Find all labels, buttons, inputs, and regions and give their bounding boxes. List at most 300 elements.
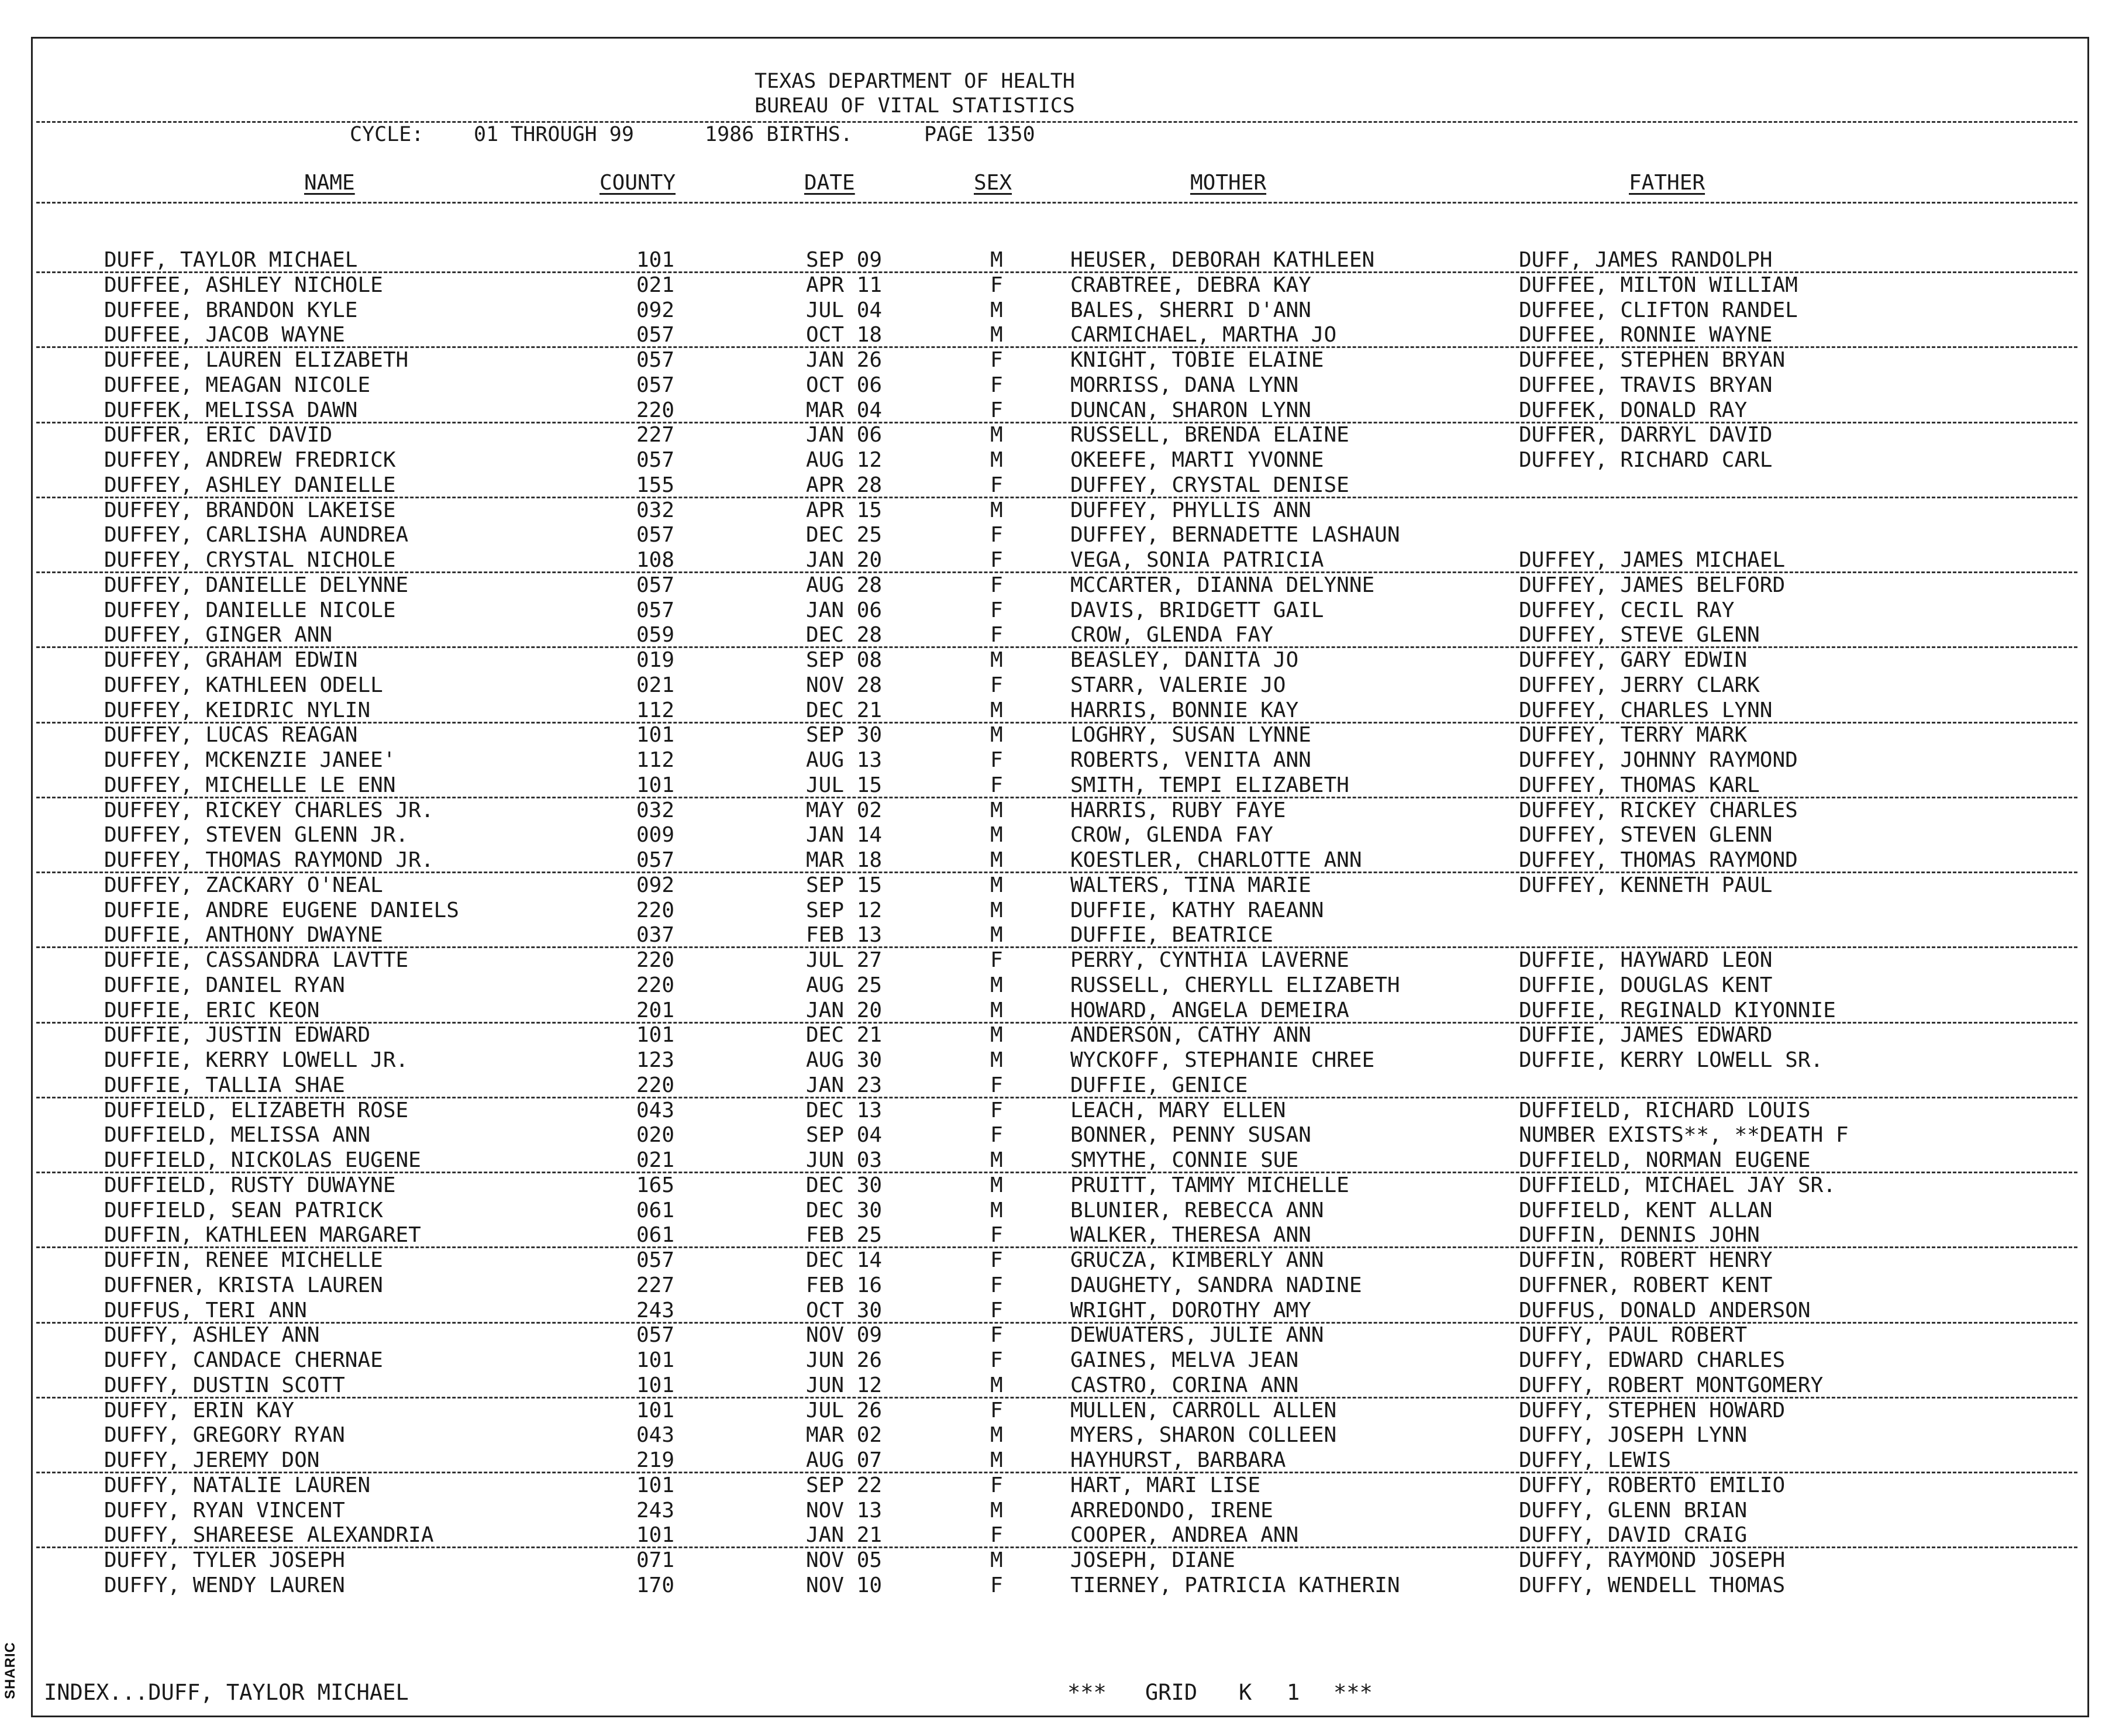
record-date: APR 11 (806, 273, 883, 297)
record-father: DUFFEY, STEVE GLENN (1519, 623, 1760, 647)
record-father: DUFFEY, THOMAS RAYMOND (1519, 848, 1798, 872)
record-father: DUFFEY, JAMES BELFORD (1519, 573, 1786, 597)
record-county: 101 (636, 723, 675, 748)
record-father: DUFFEK, DONALD RAY (1519, 398, 1748, 422)
record-date: JUN 12 (806, 1373, 883, 1397)
record-date: JUL 26 (806, 1398, 883, 1422)
record-mother: HEUSER, DEBORAH KATHLEEN (1070, 248, 1375, 272)
record-mother: COOPER, ANDREA ANN (1070, 1523, 1299, 1548)
record-mother: SMITH, TEMPI ELIZABETH (1070, 773, 1349, 797)
record-sex: F (990, 573, 1003, 597)
record-father: DUFFY, EDWARD CHARLES (1519, 1348, 1786, 1372)
record-name: DUFFEY, THOMAS RAYMOND JR. (104, 848, 434, 872)
record-date: JUN 03 (806, 1148, 883, 1172)
header-line-2: BUREAU OF VITAL STATISTICS (754, 94, 1075, 118)
record-date: DEC 25 (806, 523, 883, 547)
record-sex: F (990, 1123, 1003, 1148)
record-county: 112 (636, 698, 675, 722)
record-father: DUFFY, RAYMOND JOSEPH (1519, 1548, 1786, 1572)
record-date: AUG 28 (806, 573, 883, 597)
record-sex: M (990, 448, 1003, 472)
record-mother: ANDERSON, CATHY ANN (1070, 1023, 1311, 1048)
record-date: JAN 23 (806, 1073, 883, 1097)
record-mother: KNIGHT, TOBIE ELAINE (1070, 348, 1324, 372)
record-county: 220 (636, 898, 675, 922)
record-father: DUFFY, WENDELL THOMAS (1519, 1573, 1786, 1597)
column-header-divider (36, 202, 2077, 204)
record-father: DUFFY, STEPHEN HOWARD (1519, 1398, 1786, 1422)
record-sex: M (990, 1448, 1003, 1472)
record-county: 220 (636, 1073, 675, 1097)
record-date: DEC 21 (806, 698, 883, 722)
record-sex: M (990, 823, 1003, 848)
record-county: 043 (636, 1098, 675, 1122)
record-mother: HART, MARI LISE (1070, 1473, 1261, 1497)
record-father: DUFFEY, CHARLES LYNN (1519, 698, 1773, 722)
record-father: DUFFY, PAUL ROBERT (1519, 1323, 1748, 1348)
record-mother: DUFFIE, KATHY RAEANN (1070, 898, 1324, 922)
record-date: SEP 30 (806, 723, 883, 748)
record-father: DUFFEY, JAMES MICHAEL (1519, 548, 1786, 572)
record-mother: HARRIS, RUBY FAYE (1070, 798, 1286, 822)
record-sex: F (990, 748, 1003, 772)
record-sex: M (990, 1498, 1003, 1523)
record-date: JAN 14 (806, 823, 883, 848)
record-father: DUFFY, GLENN BRIAN (1519, 1498, 1748, 1523)
record-father: DUFFEY, RICHARD CARL (1519, 448, 1773, 472)
record-father: DUFFEY, STEVEN GLENN (1519, 823, 1773, 848)
record-sex: F (990, 548, 1003, 572)
record-sex: M (990, 1148, 1003, 1172)
record-mother: MORRISS, DANA LYNN (1070, 373, 1299, 397)
record-date: JAN 20 (806, 548, 883, 572)
record-mother: DAVIS, BRIDGETT GAIL (1070, 598, 1324, 622)
record-mother: CROW, GLENDA FAY (1070, 623, 1273, 647)
record-name: DUFFEY, KATHLEEN ODELL (104, 673, 383, 697)
record-date: NOV 10 (806, 1573, 883, 1597)
record-sex: F (990, 598, 1003, 622)
header-line-1: TEXAS DEPARTMENT OF HEALTH (754, 70, 1075, 93)
record-name: DUFFEY, ASHLEY DANIELLE (104, 473, 396, 497)
record-sex: F (990, 1098, 1003, 1122)
record-county: 057 (636, 1323, 675, 1348)
record-mother: WALTERS, TINA MARIE (1070, 873, 1311, 897)
column-header-county: COUNTY (599, 171, 676, 195)
record-county: 123 (636, 1048, 675, 1072)
record-county: 155 (636, 473, 675, 497)
column-header-mother: MOTHER (1190, 171, 1267, 195)
record-name: DUFFIELD, NICKOLAS EUGENE (104, 1148, 421, 1172)
record-date: AUG 13 (806, 748, 883, 772)
record-county: 032 (636, 798, 675, 822)
record-sex: M (990, 1548, 1003, 1572)
record-mother: CROW, GLENDA FAY (1070, 823, 1273, 848)
record-mother: BEASLEY, DANITA JO (1070, 648, 1299, 672)
record-date: FEB 16 (806, 1273, 883, 1297)
record-sex: F (990, 673, 1003, 697)
record-date: MAR 02 (806, 1423, 883, 1448)
record-mother: JOSEPH, DIANE (1070, 1548, 1235, 1572)
record-county: 020 (636, 1123, 675, 1148)
record-county: 032 (636, 498, 675, 522)
record-date: NOV 13 (806, 1498, 883, 1523)
record-date: DEC 13 (806, 1098, 883, 1122)
record-sex: F (990, 773, 1003, 797)
record-father: DUFFEY, THOMAS KARL (1519, 773, 1760, 797)
record-sex: M (990, 298, 1003, 322)
record-sex: M (990, 973, 1003, 997)
record-sex: F (990, 1398, 1003, 1422)
record-father: DUFFIELD, KENT ALLAN (1519, 1198, 1773, 1222)
record-name: DUFFEY, CRYSTAL NICHOLE (104, 548, 396, 572)
record-sex: F (990, 1573, 1003, 1597)
record-father: DUFFEE, CLIFTON RANDEL (1519, 298, 1798, 322)
record-name: DUFFIE, JUSTIN EDWARD (104, 1023, 371, 1048)
record-county: 101 (636, 248, 675, 272)
record-date: OCT 18 (806, 323, 883, 347)
record-name: DUFFEE, LAUREN ELIZABETH (104, 348, 409, 372)
record-date: FEB 13 (806, 923, 883, 948)
record-father: DUFFIE, KERRY LOWELL SR. (1519, 1048, 1824, 1072)
record-date: SEP 15 (806, 873, 883, 897)
record-name: DUFFEY, BRANDON LAKEISE (104, 498, 396, 522)
record-mother: DUFFEY, CRYSTAL DENISE (1070, 473, 1349, 497)
record-county: 071 (636, 1548, 675, 1572)
record-sex: F (990, 1523, 1003, 1548)
record-date: APR 28 (806, 473, 883, 497)
record-mother: MULLEN, CARROLL ALLEN (1070, 1398, 1337, 1422)
record-date: JUL 27 (806, 948, 883, 972)
record-mother: ARREDONDO, IRENE (1070, 1498, 1273, 1523)
record-sex: F (990, 348, 1003, 372)
record-name: DUFFY, WENDY LAUREN (104, 1573, 345, 1597)
record-date: DEC 30 (806, 1198, 883, 1222)
record-father: NUMBER EXISTS**, **DEATH F (1519, 1123, 1849, 1148)
record-mother: LEACH, MARY ELLEN (1070, 1098, 1286, 1122)
record-mother: CASTRO, CORINA ANN (1070, 1373, 1299, 1397)
record-sex: M (990, 323, 1003, 347)
record-sex: M (990, 498, 1003, 522)
record-date: SEP 08 (806, 648, 883, 672)
record-name: DUFFEY, STEVEN GLENN JR. (104, 823, 409, 848)
grid-suffix: *** (1334, 1680, 1373, 1705)
record-mother: DUFFIE, GENICE (1070, 1073, 1248, 1097)
record-mother: GAINES, MELVA JEAN (1070, 1348, 1299, 1372)
record-sex: M (990, 873, 1003, 897)
record-father: DUFFIE, HAYWARD LEON (1519, 948, 1773, 972)
record-father: DUFFY, DAVID CRAIG (1519, 1523, 1748, 1548)
record-date: OCT 30 (806, 1298, 883, 1322)
record-date: JAN 21 (806, 1523, 883, 1548)
record-date: DEC 30 (806, 1173, 883, 1197)
record-mother: PRUITT, TAMMY MICHELLE (1070, 1173, 1349, 1197)
record-name: DUFFEY, RICKEY CHARLES JR. (104, 798, 434, 822)
record-date: OCT 06 (806, 373, 883, 397)
record-mother: GRUCZA, KIMBERLY ANN (1070, 1248, 1324, 1272)
record-name: DUFFIE, TALLIA SHAE (104, 1073, 345, 1097)
record-name: DUFFY, ASHLEY ANN (104, 1323, 320, 1348)
record-county: 108 (636, 548, 675, 572)
record-sex: F (990, 1348, 1003, 1372)
record-name: DUFFY, JEREMY DON (104, 1448, 320, 1472)
record-sex: M (990, 723, 1003, 748)
record-name: DUFFIE, ANTHONY DWAYNE (104, 923, 383, 948)
record-sex: M (990, 1048, 1003, 1072)
record-mother: BLUNIER, REBECCA ANN (1070, 1198, 1324, 1222)
record-county: 021 (636, 1148, 675, 1172)
side-label: SHARIC (2, 1641, 18, 1699)
record-county: 043 (636, 1423, 675, 1448)
record-name: DUFFEY, GINGER ANN (104, 623, 333, 647)
record-mother: PERRY, CYNTHIA LAVERNE (1070, 948, 1349, 972)
record-county: 061 (636, 1198, 675, 1222)
record-sex: M (990, 423, 1003, 447)
record-date: AUG 07 (806, 1448, 883, 1472)
record-mother: DUFFEY, PHYLLIS ANN (1070, 498, 1311, 522)
record-date: AUG 30 (806, 1048, 883, 1072)
record-name: DUFFEE, MEAGAN NICOLE (104, 373, 371, 397)
record-father: DUFFIN, DENNIS JOHN (1519, 1223, 1760, 1248)
record-sex: M (990, 248, 1003, 272)
record-name: DUFFEY, GRAHAM EDWIN (104, 648, 358, 672)
record-county: 021 (636, 273, 675, 297)
record-county: 057 (636, 598, 675, 622)
record-county: 101 (636, 1373, 675, 1397)
record-name: DUFFEY, DANIELLE NICOLE (104, 598, 396, 622)
grid-number: 1 (1287, 1680, 1300, 1705)
record-county: 057 (636, 448, 675, 472)
record-mother: MYERS, SHARON COLLEEN (1070, 1423, 1337, 1448)
record-county: 101 (636, 1398, 675, 1422)
column-header-date: DATE (804, 171, 855, 195)
record-county: 101 (636, 1023, 675, 1048)
record-date: APR 15 (806, 498, 883, 522)
record-name: DUFFEY, ANDREW FREDRICK (104, 448, 396, 472)
record-mother: BALES, SHERRI D'ANN (1070, 298, 1311, 322)
header-divider (36, 121, 2077, 123)
record-name: DUFFEE, ASHLEY NICHOLE (104, 273, 383, 297)
record-county: 057 (636, 1248, 675, 1272)
record-father: DUFFEE, MILTON WILLIAM (1519, 273, 1798, 297)
record-name: DUFFY, DUSTIN SCOTT (104, 1373, 345, 1397)
cycle-label: CYCLE: (350, 123, 424, 146)
record-mother: DUFFIE, BEATRICE (1070, 923, 1273, 948)
record-date: DEC 28 (806, 623, 883, 647)
record-name: DUFFY, NATALIE LAUREN (104, 1473, 371, 1497)
record-father: DUFF, JAMES RANDOLPH (1519, 248, 1773, 272)
record-sex: M (990, 923, 1003, 948)
record-name: DUFFEY, LUCAS REAGAN (104, 723, 358, 748)
record-county: 219 (636, 1448, 675, 1472)
record-date: FEB 25 (806, 1223, 883, 1248)
record-mother: WYCKOFF, STEPHANIE CHREE (1070, 1048, 1375, 1072)
record-county: 170 (636, 1573, 675, 1597)
record-mother: LOGHRY, SUSAN LYNNE (1070, 723, 1311, 748)
record-name: DUFFIE, KERRY LOWELL JR. (104, 1048, 409, 1072)
record-county: 227 (636, 1273, 675, 1297)
record-sex: M (990, 848, 1003, 872)
record-name: DUFFIELD, RUSTY DUWAYNE (104, 1173, 396, 1197)
record-mother: SMYTHE, CONNIE SUE (1070, 1148, 1299, 1172)
record-name: DUFFIN, KATHLEEN MARGARET (104, 1223, 421, 1248)
grid-letter: K (1239, 1680, 1252, 1705)
record-county: 101 (636, 1473, 675, 1497)
record-name: DUFFEE, JACOB WAYNE (104, 323, 345, 347)
record-date: SEP 12 (806, 898, 883, 922)
record-county: 220 (636, 948, 675, 972)
record-mother: DAUGHETY, SANDRA NADINE (1070, 1273, 1362, 1297)
record-county: 092 (636, 873, 675, 897)
record-mother: KOESTLER, CHARLOTTE ANN (1070, 848, 1362, 872)
page-number: PAGE 1350 (924, 123, 1035, 146)
record-date: DEC 14 (806, 1248, 883, 1272)
record-date: NOV 05 (806, 1548, 883, 1572)
record-sex: M (990, 1023, 1003, 1048)
record-father: DUFFER, DARRYL DAVID (1519, 423, 1773, 447)
record-name: DUFFY, GREGORY RYAN (104, 1423, 345, 1448)
record-date: MAR 04 (806, 398, 883, 422)
grid-prefix: *** (1067, 1680, 1107, 1705)
row-group-divider (36, 1322, 2077, 1324)
record-name: DUFFEY, ZACKARY O'NEAL (104, 873, 383, 897)
record-county: 243 (636, 1498, 675, 1523)
record-date: AUG 12 (806, 448, 883, 472)
record-father: DUFFNER, ROBERT KENT (1519, 1273, 1773, 1297)
record-father: DUFFEY, GARY EDWIN (1519, 648, 1748, 672)
record-sex: F (990, 523, 1003, 547)
record-county: 220 (636, 973, 675, 997)
record-father: DUFFY, JOSEPH LYNN (1519, 1423, 1748, 1448)
record-sex: M (990, 1423, 1003, 1448)
record-county: 057 (636, 848, 675, 872)
record-county: 057 (636, 373, 675, 397)
record-name: DUFFEY, MICHELLE LE ENN (104, 773, 396, 797)
record-mother: STARR, VALERIE JO (1070, 673, 1286, 697)
record-name: DUFFEK, MELISSA DAWN (104, 398, 358, 422)
record-father: DUFFIE, REGINALD KIYONNIE (1519, 998, 1836, 1022)
record-date: JUN 26 (806, 1348, 883, 1372)
record-name: DUFFY, ERIN KAY (104, 1398, 295, 1422)
record-date: JUL 15 (806, 773, 883, 797)
record-father: DUFFEY, RICKEY CHARLES (1519, 798, 1798, 822)
record-name: DUFFNER, KRISTA LAUREN (104, 1273, 383, 1297)
record-county: 057 (636, 523, 675, 547)
record-father: DUFFIE, JAMES EDWARD (1519, 1023, 1773, 1048)
record-county: 021 (636, 673, 675, 697)
record-sex: F (990, 1073, 1003, 1097)
record-date: DEC 21 (806, 1023, 883, 1048)
record-date: SEP 09 (806, 248, 883, 272)
column-header-sex: SEX (974, 171, 1012, 195)
record-county: 201 (636, 998, 675, 1022)
record-sex: M (990, 1373, 1003, 1397)
record-sex: F (990, 273, 1003, 297)
record-name: DUFFER, ERIC DAVID (104, 423, 333, 447)
record-mother: HAYHURST, BARBARA (1070, 1448, 1286, 1472)
year-births: 1986 BIRTHS. (705, 123, 853, 146)
record-name: DUFFIN, RENEE MICHELLE (104, 1248, 383, 1272)
record-father: DUFFEY, JOHNNY RAYMOND (1519, 748, 1798, 772)
record-sex: M (990, 1173, 1003, 1197)
record-mother: HARRIS, BONNIE KAY (1070, 698, 1299, 722)
record-father: DUFFEY, CECIL RAY (1519, 598, 1735, 622)
record-father: DUFFEE, TRAVIS BRYAN (1519, 373, 1773, 397)
record-mother: TIERNEY, PATRICIA KATHERIN (1070, 1573, 1400, 1597)
record-father: DUFFEE, STEPHEN BRYAN (1519, 348, 1786, 372)
record-mother: DUFFEY, BERNADETTE LASHAUN (1070, 523, 1400, 547)
record-mother: WALKER, THERESA ANN (1070, 1223, 1311, 1248)
record-father: DUFFEY, TERRY MARK (1519, 723, 1748, 748)
record-name: DUFFIELD, SEAN PATRICK (104, 1198, 383, 1222)
record-name: DUFFEY, KEIDRIC NYLIN (104, 698, 371, 722)
record-sex: M (990, 898, 1003, 922)
record-father: DUFFEY, JERRY CLARK (1519, 673, 1760, 697)
record-date: MAR 18 (806, 848, 883, 872)
record-sex: F (990, 1223, 1003, 1248)
record-name: DUFFY, SHAREESE ALEXANDRIA (104, 1523, 434, 1548)
record-mother: BONNER, PENNY SUSAN (1070, 1123, 1311, 1148)
record-date: SEP 04 (806, 1123, 883, 1148)
record-sex: F (990, 623, 1003, 647)
record-county: 057 (636, 323, 675, 347)
record-sex: F (990, 1323, 1003, 1348)
record-sex: M (990, 798, 1003, 822)
record-mother: VEGA, SONIA PATRICIA (1070, 548, 1324, 572)
record-date: MAY 02 (806, 798, 883, 822)
record-name: DUFFEY, CARLISHA AUNDREA (104, 523, 409, 547)
record-county: 061 (636, 1223, 675, 1248)
record-name: DUFFEY, DANIELLE DELYNNE (104, 573, 409, 597)
record-name: DUFFIE, DANIEL RYAN (104, 973, 345, 997)
record-date: NOV 09 (806, 1323, 883, 1348)
record-sex: F (990, 948, 1003, 972)
record-name: DUFF, TAYLOR MICHAEL (104, 248, 358, 272)
record-sex: M (990, 648, 1003, 672)
record-name: DUFFY, TYLER JOSEPH (104, 1548, 345, 1572)
record-mother: DEWUATERS, JULIE ANN (1070, 1323, 1324, 1348)
record-mother: MCCARTER, DIANNA DELYNNE (1070, 573, 1375, 597)
record-county: 101 (636, 1523, 675, 1548)
record-mother: RUSSELL, CHERYLL ELIZABETH (1070, 973, 1400, 997)
record-name: DUFFUS, TERI ANN (104, 1298, 307, 1322)
record-sex: M (990, 1198, 1003, 1222)
record-name: DUFFIELD, MELISSA ANN (104, 1123, 371, 1148)
record-father: DUFFIN, ROBERT HENRY (1519, 1248, 1773, 1272)
record-name: DUFFY, CANDACE CHERNAE (104, 1348, 383, 1372)
record-father: DUFFEE, RONNIE WAYNE (1519, 323, 1773, 347)
record-sex: F (990, 398, 1003, 422)
record-father: DUFFEY, KENNETH PAUL (1519, 873, 1773, 897)
record-date: JAN 06 (806, 598, 883, 622)
record-date: AUG 25 (806, 973, 883, 997)
record-date: SEP 22 (806, 1473, 883, 1497)
record-county: 092 (636, 298, 675, 322)
record-county: 101 (636, 773, 675, 797)
column-header-father: FATHER (1629, 171, 1705, 195)
record-sex: M (990, 998, 1003, 1022)
cycle-range: 01 THROUGH 99 (474, 123, 634, 146)
record-name: DUFFIELD, ELIZABETH ROSE (104, 1098, 409, 1122)
record-county: 057 (636, 573, 675, 597)
record-name: DUFFEY, MCKENZIE JANEE' (104, 748, 396, 772)
record-county: 059 (636, 623, 675, 647)
record-sex: F (990, 1273, 1003, 1297)
record-county: 009 (636, 823, 675, 848)
record-date: JAN 20 (806, 998, 883, 1022)
record-sex: F (990, 1473, 1003, 1497)
record-name: DUFFEE, BRANDON KYLE (104, 298, 358, 322)
record-father: DUFFY, ROBERT MONTGOMERY (1519, 1373, 1824, 1397)
